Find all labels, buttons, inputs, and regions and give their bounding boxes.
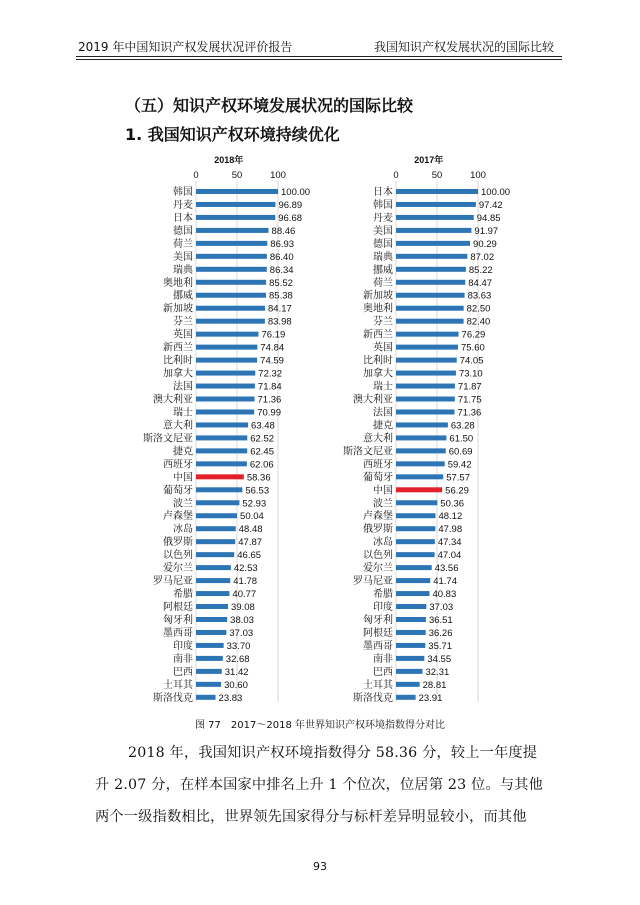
bar xyxy=(396,228,471,233)
category-label: 匈牙利 xyxy=(363,614,393,626)
bar xyxy=(196,422,248,427)
value-label: 57.57 xyxy=(446,472,470,484)
category-label: 瑞典 xyxy=(173,264,193,276)
value-label: 52.93 xyxy=(242,498,267,510)
category-label: 美国 xyxy=(173,251,193,263)
value-label: 83.98 xyxy=(267,316,292,328)
category-label: 加拿大 xyxy=(363,368,393,380)
category-label: 韩国 xyxy=(173,186,193,198)
running-header-right: 我国知识产权发展状况的国际比较 xyxy=(373,40,554,54)
bar xyxy=(396,656,424,661)
bar xyxy=(196,565,231,570)
category-label: 瑞士 xyxy=(173,407,193,419)
category-label: 奥地利 xyxy=(363,303,393,315)
category-label: 巴西 xyxy=(373,666,393,678)
value-label: 96.68 xyxy=(278,212,303,224)
category-label: 捷克 xyxy=(373,420,393,432)
category-label: 新西兰 xyxy=(363,329,393,341)
category-label: 波兰 xyxy=(173,498,193,510)
value-label: 37.03 xyxy=(429,602,454,614)
category-label: 斯洛文尼亚 xyxy=(343,446,393,458)
bar xyxy=(396,513,435,518)
category-label: 挪威 xyxy=(373,264,393,276)
value-label: 63.28 xyxy=(450,420,475,432)
bar xyxy=(396,254,467,259)
category-label: 意大利 xyxy=(363,433,393,445)
value-label: 100.00 xyxy=(481,186,511,198)
bar xyxy=(396,695,416,700)
bar xyxy=(396,539,435,544)
category-label: 墨西哥 xyxy=(363,640,393,652)
value-label: 23.91 xyxy=(418,692,443,702)
bar xyxy=(396,422,448,427)
bar xyxy=(396,643,425,648)
bar xyxy=(196,345,257,350)
category-label: 德国 xyxy=(373,238,393,250)
bar xyxy=(196,371,255,376)
category-label: 南非 xyxy=(173,653,193,665)
bar xyxy=(396,682,420,687)
value-label: 73.10 xyxy=(458,368,483,380)
chart-title: 2017年 xyxy=(414,155,444,165)
category-label: 斯洛伐克 xyxy=(153,692,193,702)
value-label: 32.31 xyxy=(425,666,450,678)
category-label: 俄罗斯 xyxy=(363,524,393,536)
category-label: 葡萄牙 xyxy=(163,485,193,497)
category-label: 俄罗斯 xyxy=(163,537,193,549)
value-label: 82.40 xyxy=(466,316,491,328)
category-label: 墨西哥 xyxy=(163,627,193,639)
category-label: 西班牙 xyxy=(363,459,393,471)
x-tick-label: 100 xyxy=(470,170,486,181)
category-label: 捷克 xyxy=(173,446,193,458)
x-tick-label: 50 xyxy=(231,170,243,181)
value-label: 59.42 xyxy=(447,459,472,471)
category-label: 德国 xyxy=(173,225,193,237)
category-label: 阿根廷 xyxy=(163,602,193,614)
value-label: 85.38 xyxy=(269,290,293,302)
value-label: 72.32 xyxy=(258,368,283,380)
category-label: 奥地利 xyxy=(163,277,193,289)
bar xyxy=(196,409,254,414)
value-label: 90.29 xyxy=(473,238,497,250)
bar xyxy=(396,345,458,350)
value-label: 31.42 xyxy=(224,666,249,678)
bar xyxy=(396,332,459,337)
page-number: 93 xyxy=(313,860,327,873)
category-label: 冰岛 xyxy=(373,537,393,549)
category-label: 匈牙利 xyxy=(163,614,193,626)
value-label: 58.36 xyxy=(246,472,271,484)
x-tick-label: 0 xyxy=(393,170,399,181)
category-label: 希腊 xyxy=(373,589,393,601)
category-label: 荷兰 xyxy=(373,277,393,289)
category-label: 瑞士 xyxy=(373,381,393,393)
bar xyxy=(396,474,443,479)
value-label: 40.83 xyxy=(432,589,457,601)
category-label: 南非 xyxy=(373,653,393,665)
value-label: 94.85 xyxy=(476,212,501,224)
category-label: 新加坡 xyxy=(363,290,393,302)
bar xyxy=(396,591,429,596)
value-label: 32.68 xyxy=(225,653,250,665)
category-label: 中国 xyxy=(173,472,193,484)
category-label: 澳大利亚 xyxy=(353,394,393,406)
category-label: 西班牙 xyxy=(163,459,193,471)
bar xyxy=(196,435,247,440)
value-label: 74.84 xyxy=(260,342,285,354)
value-label: 62.45 xyxy=(250,446,274,458)
bar xyxy=(196,267,267,272)
bar xyxy=(396,267,466,272)
value-label: 46.65 xyxy=(237,550,262,562)
category-label: 冰岛 xyxy=(173,524,193,536)
bar xyxy=(396,409,455,414)
bar xyxy=(396,384,455,389)
category-label: 以色列 xyxy=(163,550,193,562)
value-label: 85.52 xyxy=(269,277,293,289)
value-label: 71.84 xyxy=(257,381,282,393)
value-label: 74.05 xyxy=(459,355,484,367)
bar xyxy=(396,526,435,531)
value-label: 71.36 xyxy=(257,394,282,406)
value-label: 47.98 xyxy=(438,524,463,536)
value-label: 43.56 xyxy=(434,563,459,575)
bar xyxy=(196,656,223,661)
value-label: 41.74 xyxy=(433,576,458,588)
bar xyxy=(196,280,266,285)
bar xyxy=(396,461,445,466)
bar xyxy=(396,293,465,298)
value-label: 84.17 xyxy=(268,303,292,315)
bar xyxy=(196,513,237,518)
bar-chart-2017 xyxy=(340,152,520,702)
value-label: 96.89 xyxy=(278,199,303,211)
value-label: 36.51 xyxy=(428,614,453,626)
bar xyxy=(396,669,422,674)
category-label: 美国 xyxy=(373,225,393,237)
category-label: 爱尔兰 xyxy=(163,563,193,575)
bar xyxy=(196,669,222,674)
bar xyxy=(396,500,437,505)
bar xyxy=(396,319,464,324)
bar xyxy=(196,617,227,622)
bar xyxy=(196,319,265,324)
category-label: 日本 xyxy=(173,212,193,224)
bar-highlight xyxy=(196,474,244,479)
value-label: 48.48 xyxy=(238,524,263,536)
bar xyxy=(196,228,269,233)
bar xyxy=(196,241,267,246)
bar xyxy=(396,215,474,220)
bar xyxy=(196,202,275,207)
value-label: 38.03 xyxy=(230,614,254,626)
category-label: 荷兰 xyxy=(173,238,193,250)
value-label: 50.04 xyxy=(240,511,264,523)
bar xyxy=(396,617,426,622)
bar xyxy=(196,189,278,194)
category-label: 法国 xyxy=(173,381,193,393)
bar xyxy=(396,448,446,453)
value-label: 39.08 xyxy=(231,602,255,614)
bar xyxy=(396,435,446,440)
value-label: 23.83 xyxy=(218,692,243,702)
value-label: 56.29 xyxy=(445,485,469,497)
value-label: 86.93 xyxy=(270,238,295,250)
value-label: 97.42 xyxy=(478,199,503,211)
value-label: 74.59 xyxy=(260,355,284,367)
category-label: 加拿大 xyxy=(163,368,193,380)
value-label: 91.97 xyxy=(474,225,499,237)
category-label: 印度 xyxy=(373,602,393,614)
bar xyxy=(196,254,267,259)
bar-highlight xyxy=(396,487,442,492)
value-label: 62.06 xyxy=(249,459,274,471)
value-label: 86.34 xyxy=(269,264,294,276)
category-label: 罗马尼亚 xyxy=(153,576,193,588)
value-label: 47.87 xyxy=(238,537,263,549)
body-paragraph-line: 升 2.07 分，在样本国家中排名上升 1 个位次，位居第 23 位。与其他 xyxy=(95,777,544,793)
x-tick-label: 50 xyxy=(431,170,443,181)
bar xyxy=(196,643,224,648)
category-label: 葡萄牙 xyxy=(363,472,393,484)
category-label: 卢森堡 xyxy=(363,511,393,523)
value-label: 35.71 xyxy=(428,640,453,652)
bar xyxy=(196,397,255,402)
category-label: 芬兰 xyxy=(173,316,193,328)
body-paragraph-line: 2018 年，我国知识产权环境指数得分 58.36 分，较上一年度提 xyxy=(128,745,538,761)
value-label: 85.22 xyxy=(468,264,493,276)
category-label: 法国 xyxy=(373,407,393,419)
category-label: 波兰 xyxy=(373,498,393,510)
bar xyxy=(196,500,239,505)
value-label: 86.40 xyxy=(269,251,294,263)
body-paragraph-line: 两个一级指数相比，世界领先国家得分与标杆差异明显较小，而其他 xyxy=(95,809,527,825)
value-label: 47.04 xyxy=(437,550,462,562)
value-label: 71.36 xyxy=(457,407,482,419)
category-label: 爱尔兰 xyxy=(363,563,393,575)
bar xyxy=(396,371,456,376)
category-label: 澳大利亚 xyxy=(153,394,193,406)
category-label: 新西兰 xyxy=(163,342,193,354)
value-label: 41.78 xyxy=(233,576,258,588)
value-label: 33.70 xyxy=(226,640,251,652)
bar xyxy=(196,358,257,363)
value-label: 36.26 xyxy=(428,627,453,639)
value-label: 75.60 xyxy=(460,342,485,354)
bar-chart-2018 xyxy=(140,152,320,702)
category-label: 土耳其 xyxy=(363,679,393,691)
value-label: 37.03 xyxy=(229,627,254,639)
x-tick-label: 0 xyxy=(193,170,199,181)
bar xyxy=(196,332,258,337)
bar xyxy=(196,539,235,544)
bar xyxy=(196,293,266,298)
category-label: 意大利 xyxy=(163,420,193,432)
category-label: 以色列 xyxy=(363,550,393,562)
category-label: 印度 xyxy=(173,640,193,652)
header-rule-thin xyxy=(76,59,562,60)
category-label: 芬兰 xyxy=(373,316,393,328)
value-label: 56.53 xyxy=(245,485,270,497)
category-label: 卢森堡 xyxy=(163,511,193,523)
value-label: 70.99 xyxy=(257,407,281,419)
bar xyxy=(396,552,435,557)
category-label: 挪威 xyxy=(173,290,193,302)
value-label: 42.53 xyxy=(233,563,258,575)
value-label: 84.47 xyxy=(468,277,493,289)
category-label: 英国 xyxy=(373,342,393,354)
category-label: 丹麦 xyxy=(173,199,193,211)
value-label: 83.63 xyxy=(467,290,492,302)
bar xyxy=(196,578,230,583)
category-label: 斯洛文尼亚 xyxy=(143,433,193,445)
value-label: 61.50 xyxy=(449,433,474,445)
value-label: 50.36 xyxy=(440,498,465,510)
figure-caption: 图 77 2017～2018 年世界知识产权环境指数得分对比 xyxy=(195,720,445,731)
bar xyxy=(396,578,430,583)
category-label: 韩国 xyxy=(373,199,393,211)
value-label: 63.48 xyxy=(251,420,275,432)
bar xyxy=(396,202,476,207)
bar xyxy=(396,604,426,609)
category-label: 比利时 xyxy=(363,355,393,367)
bar xyxy=(196,306,265,311)
value-label: 34.55 xyxy=(427,653,452,665)
value-label: 71.75 xyxy=(457,394,482,406)
category-label: 中国 xyxy=(373,485,393,497)
bar xyxy=(396,565,432,570)
bar xyxy=(396,306,464,311)
category-label: 希腊 xyxy=(173,589,193,601)
bar xyxy=(196,384,255,389)
section-title: （五）知识产权环境发展状况的国际比较 xyxy=(125,96,414,115)
category-label: 巴西 xyxy=(173,666,193,678)
value-label: 28.81 xyxy=(422,679,447,691)
value-label: 30.60 xyxy=(224,679,248,691)
bar xyxy=(196,695,216,700)
value-label: 87.02 xyxy=(470,251,495,263)
bar xyxy=(396,630,426,635)
bar xyxy=(196,448,247,453)
value-label: 62.52 xyxy=(250,433,275,445)
category-label: 瑞典 xyxy=(373,251,393,263)
bar xyxy=(196,552,234,557)
subsection-title: 1. 我国知识产权环境持续优化 xyxy=(125,125,340,144)
running-header-left: 2019 年中国知识产权发展状况评价报告 xyxy=(78,40,293,54)
value-label: 40.77 xyxy=(232,589,257,601)
bar xyxy=(396,280,465,285)
bar xyxy=(196,682,221,687)
category-label: 阿根廷 xyxy=(363,627,393,639)
category-label: 比利时 xyxy=(163,355,193,367)
value-label: 60.69 xyxy=(448,446,473,458)
value-label: 47.34 xyxy=(437,537,462,549)
value-label: 71.87 xyxy=(457,381,482,393)
category-label: 日本 xyxy=(373,186,393,198)
header-rule xyxy=(76,56,562,57)
value-label: 76.29 xyxy=(461,329,486,341)
value-label: 76.19 xyxy=(261,329,286,341)
bar xyxy=(196,461,247,466)
bar xyxy=(196,604,228,609)
category-label: 英国 xyxy=(173,329,193,341)
bar xyxy=(196,215,275,220)
bar xyxy=(396,189,478,194)
value-label: 82.50 xyxy=(466,303,491,315)
bar xyxy=(196,526,236,531)
category-label: 斯洛伐克 xyxy=(353,692,393,702)
category-label: 丹麦 xyxy=(373,212,393,224)
x-tick-label: 100 xyxy=(270,170,286,181)
bar xyxy=(196,487,242,492)
category-label: 罗马尼亚 xyxy=(353,576,393,588)
bar xyxy=(396,358,457,363)
value-label: 48.12 xyxy=(438,511,463,523)
bar xyxy=(196,591,229,596)
bar xyxy=(396,241,470,246)
chart-title: 2018年 xyxy=(214,155,244,165)
category-label: 土耳其 xyxy=(163,679,193,691)
value-label: 100.00 xyxy=(281,186,311,198)
category-label: 新加坡 xyxy=(163,303,193,315)
bar xyxy=(196,630,226,635)
value-label: 88.46 xyxy=(271,225,296,237)
bar xyxy=(396,397,455,402)
